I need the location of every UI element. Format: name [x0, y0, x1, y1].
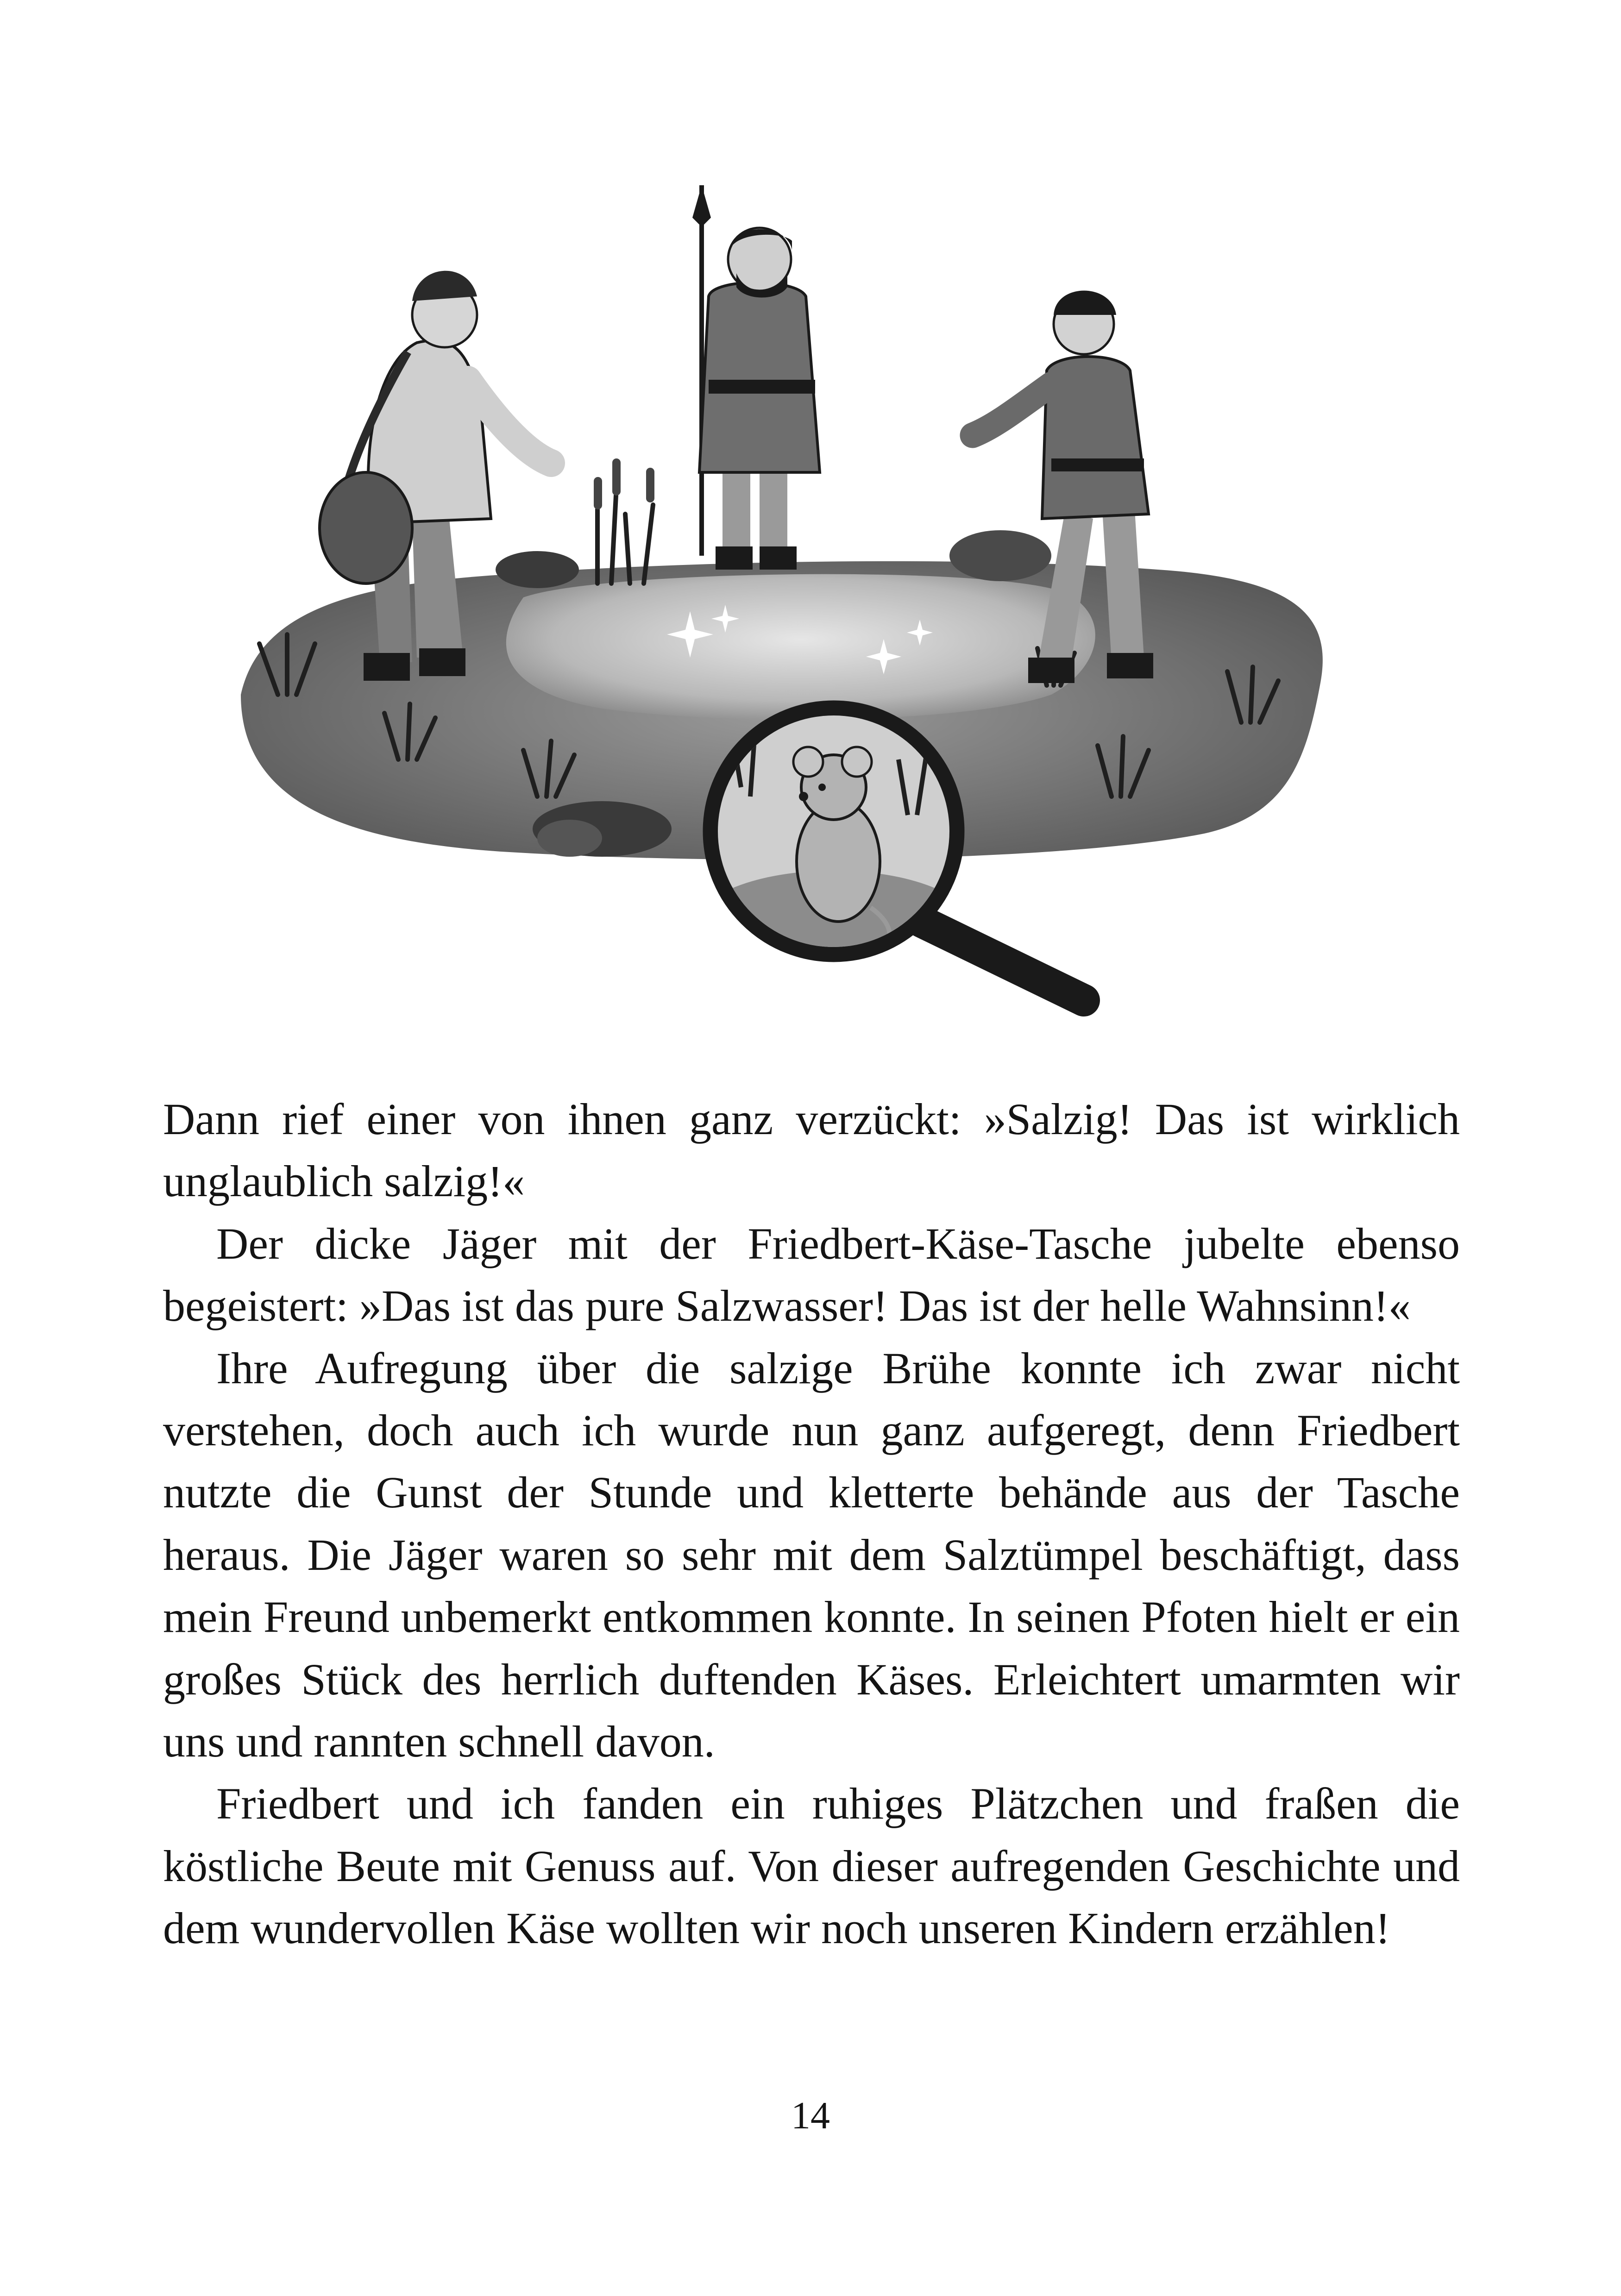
cattail-reeds [594, 458, 654, 509]
illustration [0, 0, 1621, 1042]
story-text [163, 1088, 1460, 1959]
paragraph: Ihre Aufregung über die salzige Brühe konnte ich zwar nicht verstehen, doch auch ich wurde nun ganz aufgeregt, denn Friedbert nutzte die Gunst der Stunde und kletterte behände aus der Tasche heraus. Die Jäger waren so sehr mit dem Salztümpel beschäftigt, dass mein Freund unbemerkt entkommen konnte. In seinen Pfoten hielt er ein großes Stück des herrlich duftenden Käses. Erleichtert umarmten wir uns und rannten schnell davon. [163, 1343, 1460, 1766]
hunter-center [692, 185, 820, 570]
paragraph: Dann rief einer von ihnen ganz verzückt: »Salzig! Das ist wirklich unglaublich salzig!« [163, 1094, 1460, 1206]
salt-pond [506, 574, 1095, 720]
paragraph: Der dicke Jäger mit der Friedbert-Käse-Tasche jubelte ebenso begeistert: »Das ist das pure Salzwasser! Das ist der helle Wahnsinn!« [163, 1218, 1460, 1331]
page-number: 14 [791, 2094, 830, 2137]
paragraph: Friedbert und ich fanden ein ruhiges Plätzchen und fraßen die köstliche Beute mit Genuss auf. Von dieser aufregenden Geschichte und dem wundervollen Käse wollten wir noch unseren Kindern erzählen! [163, 1779, 1460, 1953]
